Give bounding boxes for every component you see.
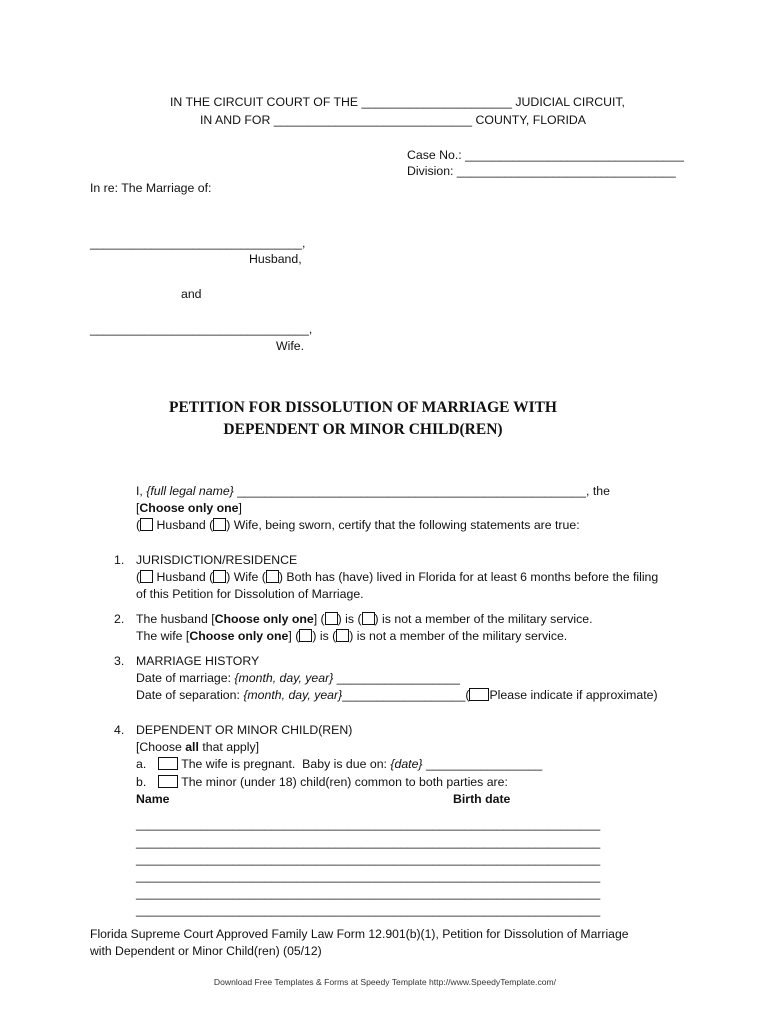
case-number-field: Case No.: ________________________________ bbox=[407, 148, 684, 162]
petitioner-choice-line: ( Husband ( ) Wife, being sworn, certify that the following statements are true: bbox=[136, 518, 580, 532]
wife-military-line: The wife [Choose only one] ( ) is ( ) is not a member of the military service. bbox=[136, 629, 568, 643]
residence-both-checkbox[interactable] bbox=[266, 570, 279, 583]
section-4-heading: DEPENDENT OR MINOR CHILD(REN) bbox=[136, 723, 353, 737]
wife-label: Wife. bbox=[276, 339, 305, 353]
download-notice: Download Free Templates & Forms at Speedy Template http://www.SpeedyTemplate.com/ bbox=[213, 977, 557, 987]
husband-label: Husband, bbox=[249, 252, 302, 266]
wife-checkbox[interactable] bbox=[213, 518, 226, 531]
section-1-heading: JURISDICTION/RESIDENCE bbox=[136, 553, 298, 567]
child-entry-line[interactable]: ________________________________________________________________________ bbox=[136, 887, 601, 900]
section-2-number: 2. bbox=[114, 612, 125, 626]
residence-husband-checkbox[interactable] bbox=[140, 570, 153, 583]
court-circuit-line: IN THE CIRCUIT COURT OF THE ______________________ JUDICIAL CIRCUIT, bbox=[170, 95, 625, 109]
residence-choice-line: ( Husband ( ) Wife ( ) Both has (have) lived in Florida for at least 6 months before the filing bbox=[136, 570, 659, 584]
wife-military-is-checkbox[interactable] bbox=[299, 629, 312, 642]
child-entry-line[interactable]: ________________________________________________________________________ bbox=[136, 870, 601, 883]
choose-all-line: [Choose all that apply] bbox=[136, 740, 260, 754]
petition-title-line2: DEPENDENT OR MINOR CHILD(REN) bbox=[223, 421, 503, 438]
form-citation-line2: with Dependent or Minor Child(ren) (05/12) bbox=[90, 944, 322, 958]
section-1-number: 1. bbox=[114, 553, 125, 567]
husband-checkbox[interactable] bbox=[140, 518, 153, 531]
in-re-label: In re: The Marriage of: bbox=[90, 181, 212, 195]
husband-name-line: _______________________________, bbox=[90, 236, 306, 250]
court-county-line: IN AND FOR _____________________________ COUNTY, FLORIDA bbox=[200, 113, 586, 127]
pregnant-checkbox[interactable] bbox=[158, 757, 178, 770]
option-b-line: The minor (under 18) child(ren) common to both parties are: bbox=[158, 775, 508, 790]
form-citation-line1: Florida Supreme Court Approved Family Law Form 12.901(b)(1), Petition for Dissolution of Marriage bbox=[90, 927, 629, 941]
wife-military-not-checkbox[interactable] bbox=[336, 629, 349, 642]
and-label: and bbox=[181, 287, 202, 301]
section-3-number: 3. bbox=[114, 654, 125, 668]
option-a-line: The wife is pregnant. Baby is due on: {date} _________________ bbox=[158, 757, 542, 772]
petition-title-line1: PETITION FOR DISSOLUTION OF MARRIAGE WITH bbox=[169, 399, 557, 416]
division-field: Division: ________________________________ bbox=[407, 164, 676, 178]
approximate-checkbox[interactable] bbox=[469, 688, 489, 701]
intro-name-line: I, {full legal name} ___________________________________________________, the bbox=[136, 484, 610, 498]
husband-military-not-checkbox[interactable] bbox=[362, 612, 375, 625]
birth-date-column-header: Birth date bbox=[453, 792, 511, 806]
child-entry-line[interactable]: ________________________________________________________________________ bbox=[136, 836, 601, 849]
wife-name-line: ________________________________, bbox=[90, 322, 313, 336]
section-3-heading: MARRIAGE HISTORY bbox=[136, 654, 260, 668]
name-column-header: Name bbox=[136, 792, 170, 806]
option-a-label: a. bbox=[136, 757, 147, 771]
husband-military-line: The husband [Choose only one] ( ) is ( ) is not a member of the military service. bbox=[136, 612, 593, 626]
residence-wife-checkbox[interactable] bbox=[213, 570, 226, 583]
option-b-label: b. bbox=[136, 775, 147, 789]
child-entry-line[interactable]: ________________________________________________________________________ bbox=[136, 853, 601, 866]
separation-date-line: Date of separation: {month, day, year}__________________( Please indicate if approximate) bbox=[136, 688, 658, 702]
child-entry-line[interactable]: ________________________________________________________________________ bbox=[136, 904, 601, 917]
husband-military-is-checkbox[interactable] bbox=[325, 612, 338, 625]
residence-line2: of this Petition for Dissolution of Marriage. bbox=[136, 587, 364, 601]
intro-choose-line: [Choose only one] bbox=[136, 501, 242, 515]
minor-children-checkbox[interactable] bbox=[158, 775, 178, 788]
child-entry-line[interactable]: ________________________________________________________________________ bbox=[136, 818, 601, 831]
section-4-number: 4. bbox=[114, 723, 125, 737]
marriage-date-line: Date of marriage: {month, day, year} __________________ bbox=[136, 671, 460, 685]
